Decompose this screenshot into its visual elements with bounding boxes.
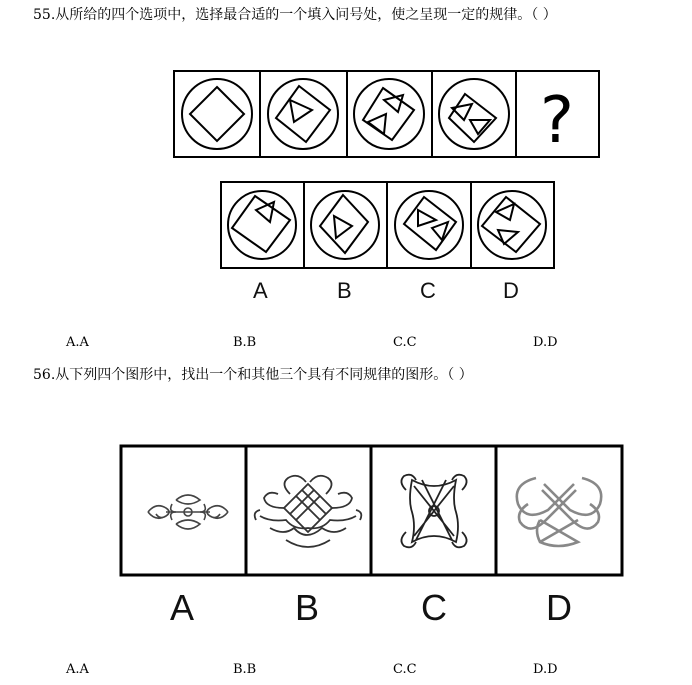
figure-label-a: A <box>253 278 268 303</box>
q56-option-b[interactable]: B.B <box>233 662 257 677</box>
q56-label-b: B <box>295 587 320 628</box>
ornament-c <box>401 475 466 548</box>
q55-option-d[interactable]: D.D <box>533 335 558 350</box>
question-mark: ? <box>540 84 574 158</box>
ornament-a <box>148 495 228 529</box>
figure-label-c: C <box>420 278 436 303</box>
ornament-d <box>517 478 601 546</box>
q55-option-b[interactable]: B.B <box>233 335 257 350</box>
q56-label-a: A <box>170 587 195 628</box>
q56-option-c[interactable]: C.C <box>393 662 417 677</box>
ornament-b <box>255 476 362 547</box>
q56-label-c: C <box>421 587 447 628</box>
figure-label-d: D <box>503 278 519 303</box>
q56-option-a[interactable]: A.A <box>66 662 89 677</box>
question-55-text: 55.从所给的四个选项中，选择最合适的一个填入问号处，使之呈现一定的规律。（ ） <box>33 7 557 23</box>
q56-cell-d <box>496 446 622 575</box>
q55-option-c[interactable]: C.C <box>393 335 417 350</box>
figure-label-b: B <box>337 278 352 303</box>
question-56-text: 56.从下列四个图形中，找出一个和其他三个具有不同规律的图形。（ ） <box>33 367 473 383</box>
q55-option-a[interactable]: A.A <box>66 335 89 350</box>
q56-option-d[interactable]: D.D <box>533 662 558 677</box>
q56-cell-b <box>246 446 371 575</box>
q56-label-d: D <box>546 587 572 628</box>
